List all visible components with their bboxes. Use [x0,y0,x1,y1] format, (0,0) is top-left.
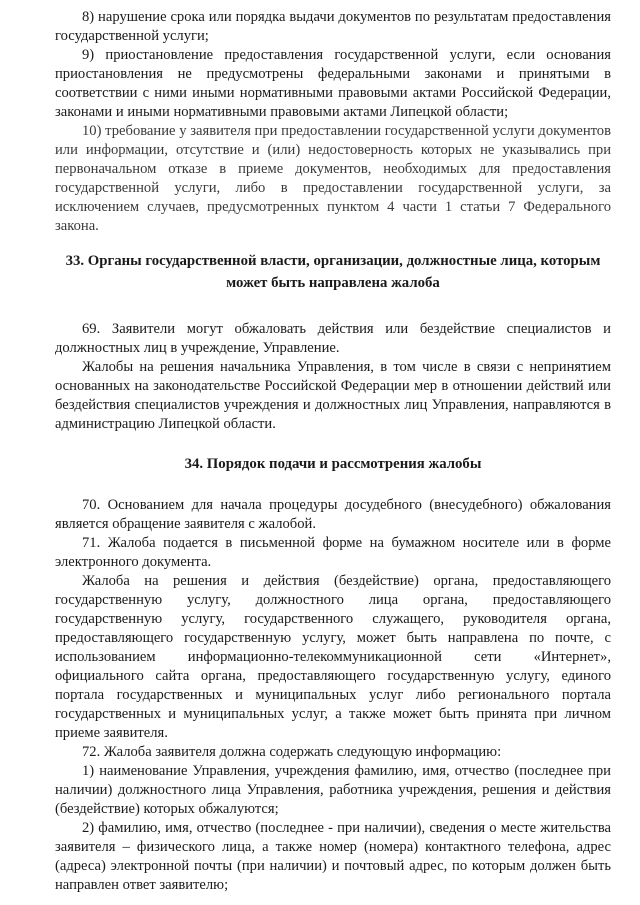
paragraph-72: 72. Жалоба заявителя должна содержать следующую информацию: [82,744,502,760]
paragraph-71: 71. Жалоба подается в письменной форме на бумажном носителе или в форме электронного документа. [55,535,611,570]
paragraph-70: 70. Основанием для начала процедуры досудебного (внесудебного) обжалования является обращение заявителя с жалобой. [55,497,611,532]
section-34-heading: 34. Порядок подачи и рассмотрения жалобы [184,456,482,472]
paragraph-72-item-1: 1) наименование Управления, учреждения фамилию, имя, отчество (последнее при наличии) должностного лица Управления, работника учреждения, решения и действия (бездействие) которых обжалуются; [55,763,611,817]
paragraph-72-item-2: 2) фамилию, имя, отчество (последнее - при наличии), сведения о месте жительства заявителя – физического лица, а также номер (номера) контактного телефона, адрес (адреса) электронной почты (при наличии) и почтовый адрес, по которым должен быть направлен ответ заявителю; [55,820,611,893]
paragraph-69: 69. Заявители могут обжаловать действия или бездействие специалистов и должностных лиц в учреждение, Управление. [55,321,611,356]
item-10-paragraph: 10) требование у заявителя при предоставлении государственной услуги документов или информации, отсутствие и (или) недостоверность которых не указывались при первоначальном отказе в приеме документов, необходимых для предоставления государственной услуги, либо в предоставлении государственной услуги, за исключением случаев, предусмотренных пунктом 4 части 1 статьи 7 Федерального закона. [55,123,611,234]
document-page [55,8,611,895]
paragraph-complaint-channels: Жалоба на решения и действия (бездействие) органа, предоставляющего государственную услугу, должностного лица органа, предоставляющего государственную услугу, государственного служащего, руководителя органа, предоставляющего государственную услугу, может быть направлена по почте, с использованием информационно-телекоммуникационной сети «Интернет», официального сайта органа, предоставляющего государственную услугу, единого портала государственных и муниципальных услуг либо регионального портала государственных и муниципальных услуг, а также может быть принята при личном приеме заявителя. [55,573,611,741]
item-8-paragraph: 8) нарушение срока или порядка выдачи документов по результатам предоставления государственной услуги; [55,9,611,44]
paragraph-complaints-to-administration: Жалобы на решения начальника Управления, в том числе в связи с непринятием основанных на законодательстве Российской Федерации мер в отношении действий или бездействия специалистов учреждения и должностных лиц Управления, направляются в администрацию Липецкой области. [55,359,611,432]
section-33-heading: 33. Органы государственной власти, организации, должностные лица, которым может быть направлена жалоба [65,253,601,291]
item-9-paragraph: 9) приостановление предоставления государственной услуги, если основания приостановления не предусмотрены федеральными законами и принятыми в соответствии с ними иными нормативными правовыми актами Российской Федерации, законами и иными нормативными правовыми актами Липецкой области; [55,47,611,120]
